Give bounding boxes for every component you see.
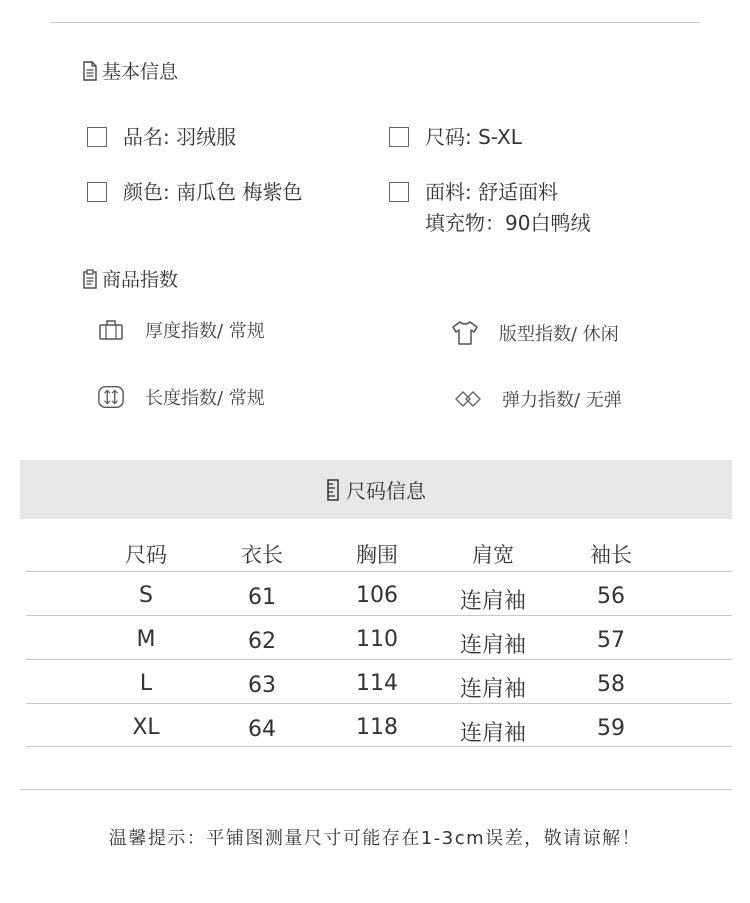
clipboard-icon: [82, 269, 98, 289]
col-header: 袖长: [590, 543, 632, 567]
row-divider: [26, 746, 732, 747]
ruler-icon: [326, 479, 340, 501]
top-divider: [50, 22, 700, 23]
cell-size: XL: [132, 715, 160, 740]
field-label: 尺码: S-XL: [425, 125, 522, 149]
index-label: 弹力指数/ 无弹: [502, 390, 622, 411]
cell-size: L: [139, 671, 153, 696]
row-divider: [26, 659, 732, 660]
bag-icon: [98, 319, 124, 341]
cell-sleeve: 57: [597, 628, 625, 653]
checkbox: [389, 182, 409, 202]
cell-size: M: [136, 627, 156, 652]
field-color: [87, 178, 302, 206]
cell-chest: 106: [356, 583, 398, 608]
cell-length: 61: [248, 585, 276, 610]
size-info-banner: [20, 460, 732, 519]
length-icon: [97, 384, 125, 410]
index-label: 厚度指数/ 常规: [145, 321, 265, 342]
cell-chest: 114: [356, 671, 398, 696]
product-index-title: 商品指数: [102, 269, 179, 291]
cell-chest: 110: [356, 627, 398, 652]
basic-info-title: 基本信息: [102, 61, 179, 83]
col-header: 衣长: [241, 543, 283, 567]
tshirt-icon: [451, 320, 479, 346]
index-fit: [451, 319, 619, 347]
cell-chest: 118: [356, 715, 398, 740]
cell-shoulder: 连肩袖: [459, 677, 526, 702]
cell-shoulder: 连肩袖: [459, 721, 526, 746]
index-length: [97, 383, 265, 411]
checkbox: [389, 127, 409, 147]
cell-shoulder: 连肩袖: [459, 589, 526, 614]
document-icon: [82, 61, 98, 81]
cell-sleeve: 59: [597, 716, 625, 741]
index-label: 版型指数/ 休闲: [499, 324, 619, 345]
col-header: 肩宽: [472, 543, 514, 567]
cell-length: 62: [248, 629, 276, 654]
field-label: 品名: 羽绒服: [123, 125, 237, 149]
cell-sleeve: 56: [597, 584, 625, 609]
cell-size: S: [139, 583, 153, 608]
size-info-title: 尺码信息: [346, 479, 426, 503]
cell-shoulder: 连肩袖: [459, 633, 526, 658]
cell-length: 64: [248, 717, 276, 742]
stretch-icon: [454, 389, 482, 409]
field-label: 颜色: 南瓜色 梅紫色: [123, 180, 303, 204]
field-label: 面料: 舒适面料: [425, 180, 559, 204]
index-elasticity: [454, 385, 622, 413]
field-product-name: [87, 123, 236, 151]
field-size: [389, 123, 522, 151]
field-fabric: [389, 178, 590, 237]
product-index-heading: [82, 265, 178, 292]
row-divider: [26, 615, 732, 616]
col-header: 胸围: [356, 543, 398, 567]
row-divider: [26, 703, 732, 704]
index-label: 长度指数/ 常规: [145, 388, 265, 409]
basic-info-heading: [82, 57, 178, 84]
cell-length: 63: [248, 673, 276, 698]
row-divider: [26, 571, 732, 572]
index-thickness: [97, 316, 265, 344]
footer-divider: [20, 789, 732, 790]
measurement-tip: 温馨提示：平铺图测量尺寸可能存在1-3cm误差，敬请谅解！: [108, 828, 642, 849]
checkbox: [87, 182, 107, 202]
checkbox: [87, 127, 107, 147]
cell-sleeve: 58: [597, 672, 625, 697]
col-header: 尺码: [125, 543, 167, 567]
field-filling: 填充物：90白鸭绒: [425, 211, 591, 235]
